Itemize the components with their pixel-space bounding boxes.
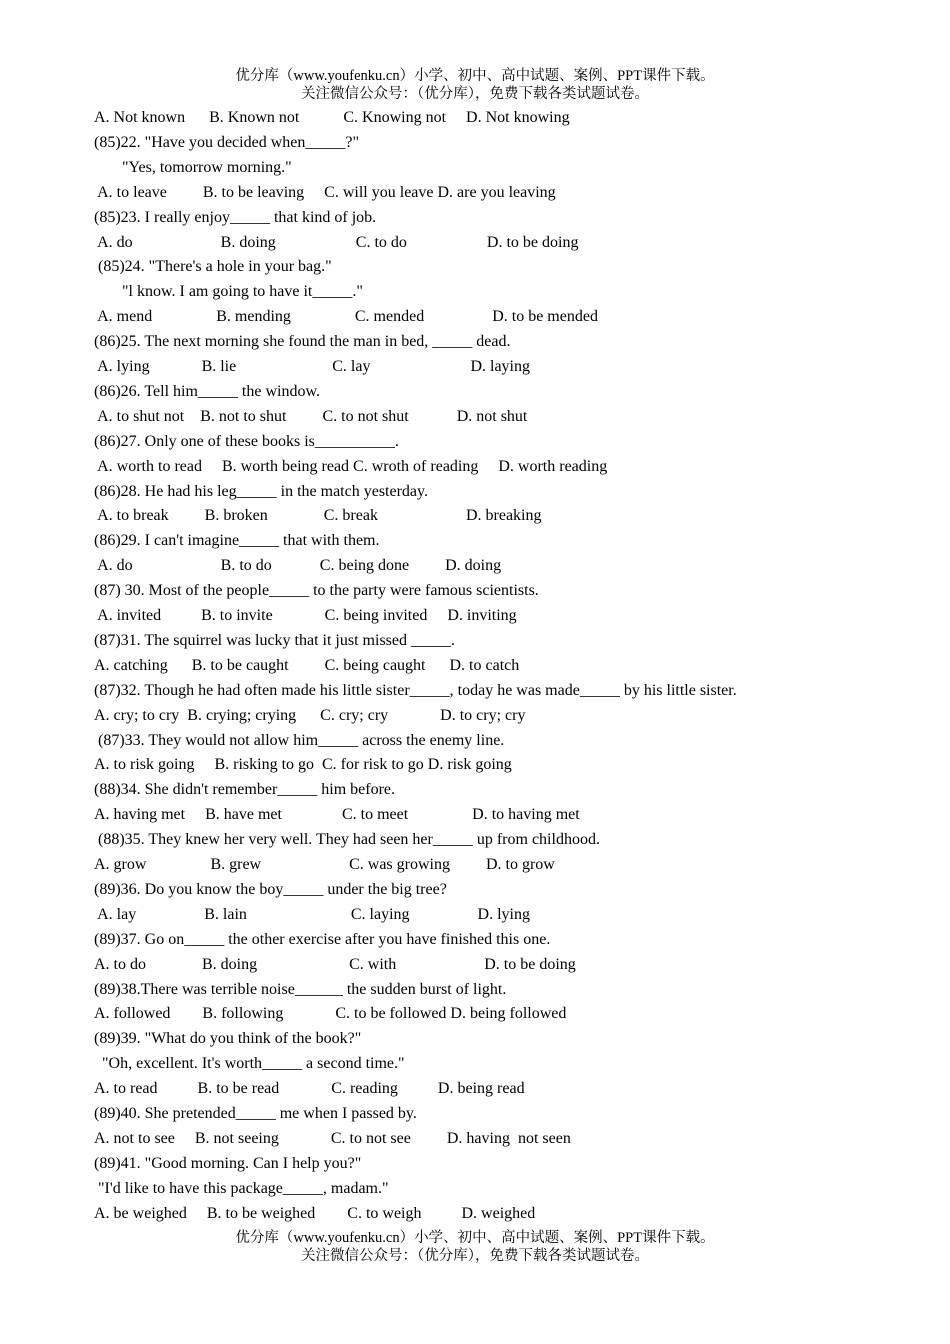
question-line: (87)31. The squirrel was lucky that it just missed _____. — [94, 631, 455, 649]
question-line: A. not to see B. not seeing C. to not see D. having not seen — [94, 1129, 571, 1147]
question-line: (86)27. Only one of these books is__________. — [94, 432, 399, 450]
page-header — [0, 67, 950, 103]
question-line: A. do B. to do C. being done D. doing — [94, 557, 502, 575]
question-line: A. do B. doing C. to do D. to be doing — [94, 233, 579, 251]
question-line: (89)38.There was terrible noise______ the sudden burst of light. — [94, 980, 507, 998]
question-line: (89)37. Go on_____ the other exercise after you have finished this one. — [94, 930, 551, 948]
question-line: (86)29. I can't imagine_____ that with them. — [94, 532, 380, 550]
question-line: (86)25. The next morning she found the man in bed, _____ dead. — [94, 333, 511, 351]
question-line: (87)32. Though he had often made his little sister_____, today he was made_____ by his little sister. — [94, 681, 737, 699]
question-line: (89)39. "What do you think of the book?" — [94, 1030, 362, 1048]
question-line: A. mend B. mending C. mended D. to be mended — [94, 308, 598, 326]
question-line: A. to break B. broken C. break D. breaking — [94, 507, 542, 525]
question-line: A. to leave B. to be leaving C. will you leave D. are you leaving — [94, 183, 556, 201]
question-line: (87) 30. Most of the people_____ to the party were famous scientists. — [94, 582, 539, 600]
question-line: "Yes, tomorrow morning." — [94, 158, 292, 176]
question-line: A. be weighed B. to be weighed C. to weigh D. weighed — [94, 1204, 536, 1222]
question-line: A. lying B. lie C. lay D. laying — [94, 358, 530, 375]
question-line: A. worth to read B. worth being read C. wroth of reading D. worth reading — [94, 457, 608, 475]
question-line: (87)33. They would not allow him_____ across the enemy line. — [94, 731, 505, 749]
question-line: A. Not known B. Known not C. Knowing not D. Not knowing — [94, 109, 570, 126]
question-line: A. lay B. lain C. laying D. lying — [94, 905, 530, 923]
question-line: (88)35. They knew her very well. They had seen her_____ up from childhood. — [94, 831, 600, 849]
question-line: (86)28. He had his leg_____ in the match yesterday. — [94, 482, 428, 500]
question-line: (88)34. She didn't remember_____ him before. — [94, 781, 396, 799]
question-line: A. followed B. following C. to be followed D. being followed — [94, 1005, 567, 1023]
question-line: (85)24. "There's a hole in your bag." — [94, 258, 332, 276]
question-line: A. cry; to cry B. crying; crying C. cry; cry D. to cry; cry — [94, 706, 526, 724]
footer-line-1: 优分库（www.youfenku.cn）小学、初中、高中试题、案例、PPT课件下载。 — [235, 1230, 715, 1246]
question-line: A. to read B. to be read C. reading D. being read — [94, 1080, 525, 1098]
question-line: (89)41. "Good morning. Can I help you?" — [94, 1154, 362, 1172]
question-line: (86)26. Tell him_____ the window. — [94, 382, 320, 400]
question-line: (85)22. "Have you decided when_____?" — [94, 133, 359, 151]
question-line: A. to do B. doing C. with D. to be doing — [94, 955, 576, 973]
question-line: A. catching B. to be caught C. being caught D. to catch — [94, 656, 520, 674]
footer-line-2: 关注微信公众号：（优分库），免费下载各类试题试卷。 — [301, 1248, 649, 1264]
header-line-2: 关注微信公众号：（优分库），免费下载各类试题试卷。 — [301, 86, 649, 102]
question-line: A. having met B. have met C. to meet D. to having met — [94, 806, 580, 824]
question-line: "l know. I am going to have it_____." — [94, 283, 363, 301]
question-line: "I'd like to have this package_____, madam." — [94, 1179, 389, 1197]
question-line: (89)40. She pretended_____ me when I passed by. — [94, 1105, 417, 1122]
question-line: A. grow B. grew C. was growing D. to grow — [94, 856, 555, 873]
header-line-1: 优分库（www.youfenku.cn）小学、初中、高中试题、案例、PPT课件下载。 — [235, 68, 715, 84]
question-line: A. to risk going B. risking to go C. for risk to go D. risk going — [94, 756, 512, 774]
page-footer — [0, 1229, 950, 1265]
question-line: (85)23. I really enjoy_____ that kind of job. — [94, 208, 377, 226]
question-line: "Oh, excellent. It's worth_____ a second time." — [94, 1055, 405, 1073]
question-line: (89)36. Do you know the boy_____ under the big tree? — [94, 880, 447, 898]
question-line: A. invited B. to invite C. being invited D. inviting — [94, 607, 517, 624]
question-line: A. to shut not B. not to shut C. to not shut D. not shut — [94, 407, 528, 425]
